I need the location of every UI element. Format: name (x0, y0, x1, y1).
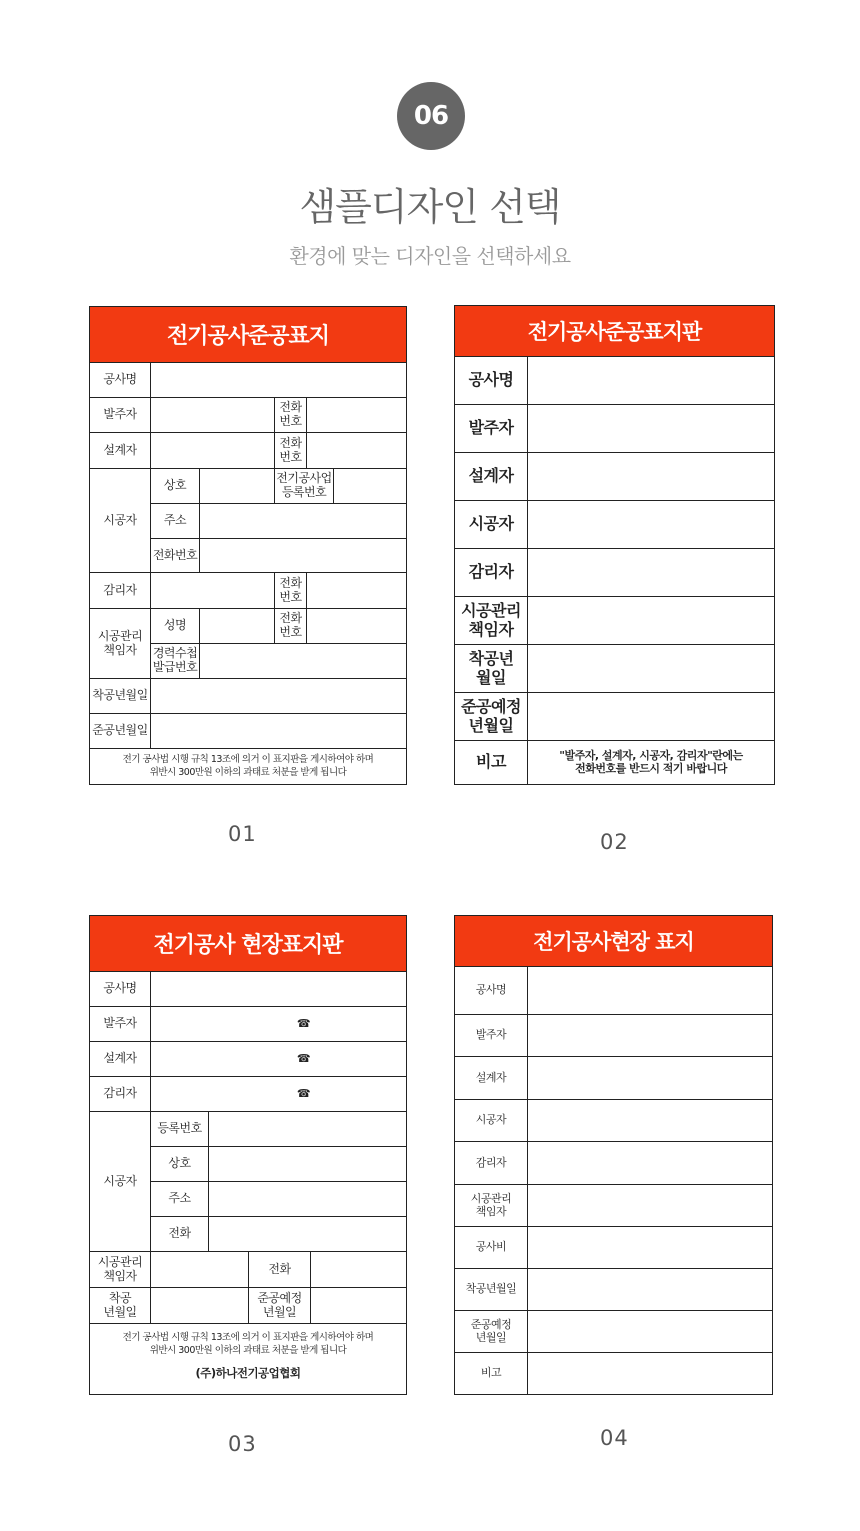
label-tel: 전화번호 (151, 539, 200, 573)
label-client: 발주자 (90, 1007, 151, 1042)
label-project: 공사명 (90, 363, 151, 398)
label-end-date: 준공예정 년월일 (249, 1288, 311, 1324)
label-address: 주소 (151, 504, 200, 539)
value-end-date[interactable] (311, 1288, 406, 1324)
design-card-03[interactable] (89, 915, 407, 1395)
legal-notice: 전기 공사법 시행 규칙 13조에 의거 이 표지판을 게시하여야 하며 위반시 300만원 이하의 과태료 처분을 받게 됩니다 (122, 754, 374, 778)
value-project[interactable] (528, 357, 774, 405)
step-badge: 06 (397, 82, 465, 150)
value-phone[interactable] (307, 609, 406, 644)
label-client: 발주자 (455, 1015, 528, 1057)
label-supervisor: 감리자 (90, 1077, 151, 1112)
label-start-date: 착공년월일 (90, 679, 151, 714)
value-cost[interactable] (528, 1227, 772, 1269)
label-phone: 전화 번호 (275, 609, 307, 644)
label-manager-tel: 전화 (249, 1252, 311, 1288)
label-manager: 시공관리 책임자 (90, 1252, 151, 1288)
label-tel: 전화 (151, 1217, 209, 1252)
value-supervisor[interactable] (151, 573, 275, 609)
value-contractor[interactable] (528, 1100, 772, 1142)
page-subtitle: 환경에 맞는 디자인을 선택하세요 (289, 244, 571, 268)
phone-icon: ☎ (151, 1007, 406, 1042)
label-project: 공사명 (90, 972, 151, 1007)
design-card-01[interactable] (89, 306, 407, 785)
value-supervisor[interactable] (528, 549, 774, 597)
label-end-date: 준공예정 년월일 (455, 693, 528, 741)
label-registration: 전기공사업 등록번호 (275, 469, 334, 504)
label-start-date: 착공 년월일 (90, 1288, 151, 1324)
label-project: 공사명 (455, 967, 528, 1015)
label-career: 경력수첩 발급번호 (151, 644, 200, 679)
value-phone[interactable] (307, 573, 406, 609)
label-start-date: 착공년 월일 (455, 645, 528, 693)
value-registration[interactable] (334, 469, 406, 504)
design-number: 02 (600, 830, 629, 854)
label-designer: 설계자 (90, 433, 151, 469)
value-note[interactable] (528, 1353, 772, 1394)
label-company: 상호 (151, 1147, 209, 1182)
label-start-date: 착공년월일 (455, 1269, 528, 1311)
label-supervisor: 감리자 (455, 549, 528, 597)
value-phone[interactable] (307, 398, 406, 433)
value-project[interactable] (151, 363, 406, 398)
value-phone[interactable] (307, 433, 406, 469)
label-registration: 등록번호 (151, 1112, 209, 1147)
value-address[interactable] (200, 504, 406, 539)
label-note: 비고 (455, 741, 528, 784)
label-phone: 전화 번호 (275, 573, 307, 609)
phone-icon: ☎ (151, 1042, 406, 1077)
value-career[interactable] (200, 644, 406, 679)
value-project[interactable] (151, 972, 406, 1007)
value-end-date[interactable] (528, 693, 774, 741)
value-manager[interactable] (528, 1185, 772, 1227)
label-manager: 시공관리 책임자 (455, 597, 528, 645)
value-manager[interactable] (151, 1252, 249, 1288)
value-start-date[interactable] (528, 1269, 772, 1311)
label-client: 발주자 (455, 405, 528, 453)
value-project[interactable] (528, 967, 772, 1015)
value-client[interactable] (151, 398, 275, 433)
value-company[interactable] (209, 1147, 406, 1182)
label-company: 상호 (151, 469, 200, 504)
value-contractor[interactable] (528, 501, 774, 549)
value-name[interactable] (200, 609, 275, 644)
value-tel[interactable] (200, 539, 406, 573)
label-manager: 시공관리 책임자 (90, 609, 151, 679)
label-end-date: 준공예정 년월일 (455, 1311, 528, 1353)
label-end-date: 준공년월일 (90, 714, 151, 749)
label-client: 발주자 (90, 398, 151, 433)
value-company[interactable] (200, 469, 275, 504)
label-cost: 공사비 (455, 1227, 528, 1269)
design-number: 03 (228, 1432, 257, 1456)
label-supervisor: 감리자 (90, 573, 151, 609)
value-start-date[interactable] (528, 645, 774, 693)
value-manager-tel[interactable] (311, 1252, 406, 1288)
design-card-02[interactable] (454, 305, 775, 785)
label-contractor: 시공자 (455, 1100, 528, 1142)
value-designer[interactable] (528, 453, 774, 501)
label-address: 주소 (151, 1182, 209, 1217)
label-phone: 전화 번호 (275, 398, 307, 433)
value-client[interactable] (528, 1015, 772, 1057)
label-contractor: 시공자 (90, 1112, 151, 1252)
design-card-04[interactable] (454, 915, 773, 1395)
value-start-date[interactable] (151, 679, 406, 714)
label-project: 공사명 (455, 357, 528, 405)
value-designer[interactable] (528, 1057, 772, 1100)
value-address[interactable] (209, 1182, 406, 1217)
value-manager[interactable] (528, 597, 774, 645)
card-title: 전기공사준공표지 (90, 307, 406, 363)
note-text: "발주자, 설계자, 시공자, 감리자"란에는 전화번호를 반드시 적기 바랍니다 (559, 748, 743, 775)
label-designer: 설계자 (455, 1057, 528, 1100)
value-start-date[interactable] (151, 1288, 249, 1324)
label-name: 성명 (151, 609, 200, 644)
value-supervisor[interactable] (528, 1142, 772, 1185)
label-designer: 설계자 (90, 1042, 151, 1077)
label-note: 비고 (455, 1353, 528, 1394)
card-title: 전기공사현장 표지 (455, 916, 772, 967)
value-end-date[interactable] (528, 1311, 772, 1353)
phone-icon: ☎ (151, 1077, 406, 1112)
value-end-date[interactable] (151, 714, 406, 749)
association-name: (주)하나전기공업협회 (195, 1366, 301, 1380)
legal-notice: 전기 공사법 시행 규칙 13조에 의거 이 표지판을 게시하여야 하며 위반시 300만원 이하의 과태료 처분을 받게 됩니다 (122, 1332, 374, 1356)
value-designer[interactable] (151, 433, 275, 469)
label-manager: 시공관리 책임자 (455, 1185, 528, 1227)
value-registration[interactable] (209, 1112, 406, 1147)
label-phone: 전화 번호 (275, 433, 307, 469)
value-tel[interactable] (209, 1217, 406, 1252)
label-contractor: 시공자 (90, 469, 151, 573)
card-title: 전기공사준공표지판 (455, 306, 774, 357)
label-supervisor: 감리자 (455, 1142, 528, 1185)
card-title: 전기공사 현장표지판 (90, 916, 406, 972)
page-title: 샘플디자인 선택 (299, 185, 561, 229)
label-contractor: 시공자 (455, 501, 528, 549)
design-number: 01 (228, 822, 257, 846)
design-number: 04 (600, 1426, 629, 1450)
value-client[interactable] (528, 405, 774, 453)
label-designer: 설계자 (455, 453, 528, 501)
